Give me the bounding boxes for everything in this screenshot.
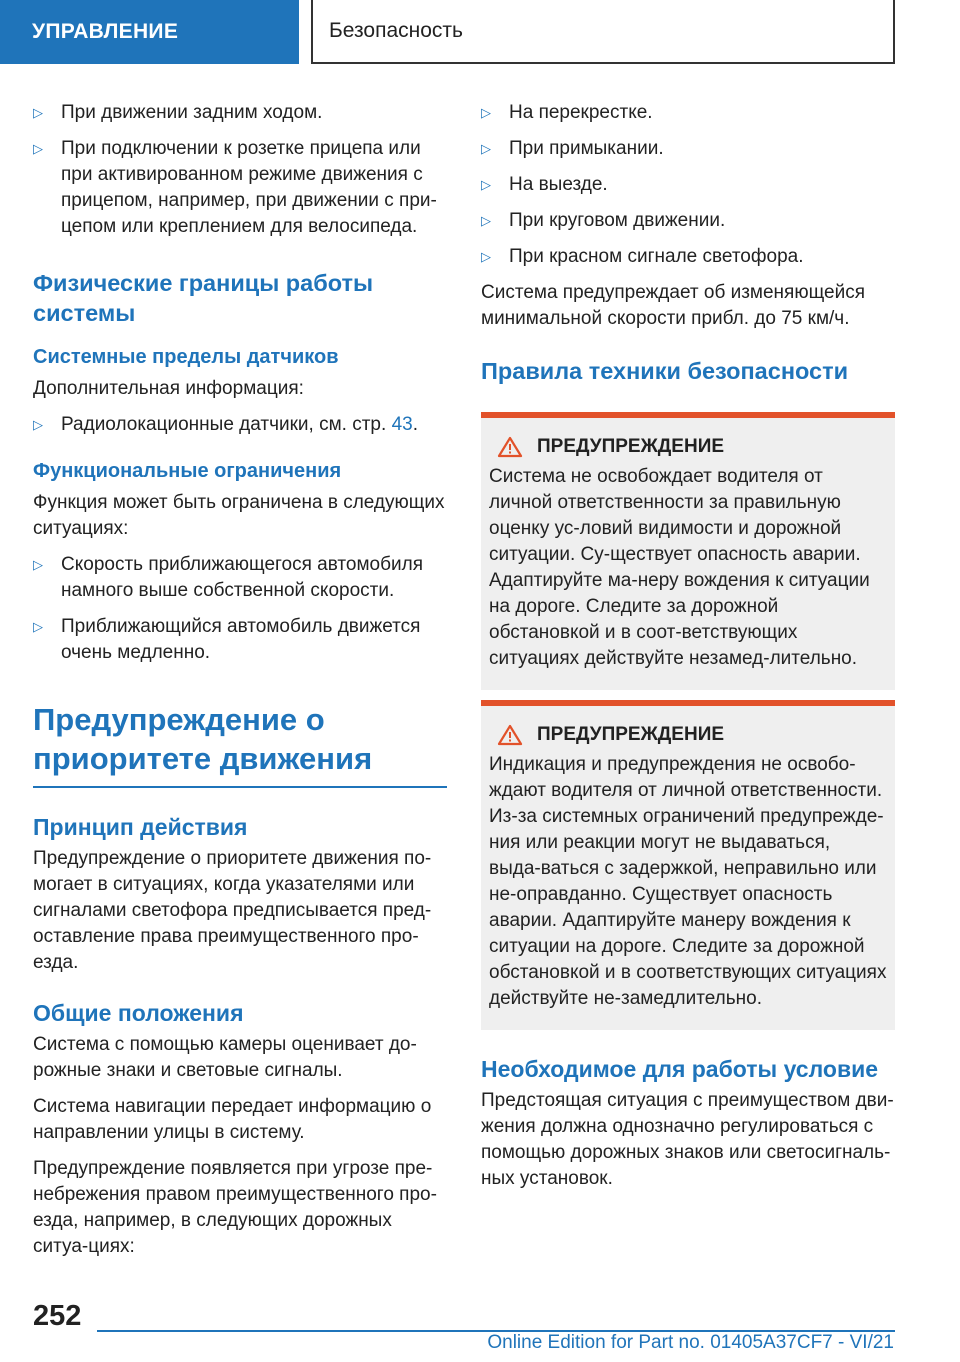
principle-text: Предупреждение о приоритете движения по-могает в ситуациях, когда указателями или сигналами светофора предписывается пред-оставление права преимущественного про-езда. [33,848,432,973]
warning-title: ПРЕДУПРЕЖДЕНИЕ [537,724,725,745]
warning-box-1 [481,412,895,690]
speed-text: Система предупреждает об изменяющейся минимальной скорости прибл. до 75 км/ч. [481,282,865,329]
triangle-right-icon: ▷ [481,213,491,228]
list-item: ▷ Приближающийся автомобиль движется очень медленно. [33,616,421,663]
heading-general: Общие положения [33,1000,244,1026]
heading-safety: Правила техники безопасности [481,358,849,384]
list-item: ▷ При красном сигнале светофора. [481,244,895,270]
list-item: ▷ Радиолокационные датчики, см. стр. 43. [33,412,447,438]
conditions-text: Предстоящая ситуация с преимуществом дви-жения должна однозначно регулироваться с помощью дорожных знаков или светосигналь-ных установок. [481,1090,894,1189]
heading-physical-limits: Физические границы работы системы [33,270,374,326]
list-item: ▷ На перекрестке. [481,100,895,126]
page-title: Безопасность [311,0,895,64]
general-text-3: Предупреждение появляется при угрозе пре-небрежения правом преимущественного про-езда, например, в следующих дорожных ситуа-циях: [33,1158,437,1257]
right-column [481,100,895,1202]
warning-text: Индикация и предупреждения не освобо-ждают водителя от личной ответственности. Из-за системных ограничений предупрежде-ния или реакции могут не выдаваться, выда-ваться с задержкой, неправильно или не-оправданно. Существует опасность аварии. Адаптируйте манеру вождения к ситуации на дороге. Следите за дорожной обстановкой и в соответствующих ситуациях действуйте не-замедлительно. [489,754,887,1009]
general-text-1: Система с помощью камеры оценивает до-рожные знаки и световые сигналы. [33,1034,417,1081]
heading-conditions: Необходимое для работы условие [481,1056,879,1082]
warning-title: ПРЕДУПРЕЖДЕНИЕ [537,436,725,457]
page-number: 252 [33,1300,82,1332]
warning-box-2 [481,700,895,1030]
list-item: ▷ При движении задним ходом. [33,100,447,126]
heading-sensor-limits: Системные пределы датчиков [33,346,339,368]
page-link[interactable]: 43 [391,414,413,435]
list-item: ▷ При примыкании. [481,136,895,162]
list-item: ▷ При круговом движении. [481,208,895,234]
heading-main: Предупреждение о приоритете движения [33,700,447,788]
heading-functional-limits: Функциональные ограничения [33,460,342,482]
triangle-right-icon: ▷ [33,417,43,432]
left-column [33,100,447,1270]
warning-text: Система не освобождает водителя от личной ответственности за правильную оценку ус-ловий видимости и дорожной ситуации. Су-ществует опасность аварии. Адаптируйте ма-неру вождения к ситуации на дороге. Следите за дорожной обстановкой и в соот-ветствующих ситуациях действуйте незамед-лительно. [489,466,870,669]
list-item: ▷ На выезде. [481,172,895,198]
list-item: ▷ Скорость приближающегося автомобиля намного выше собственной скорости. [33,554,423,601]
sensors-intro: Дополнительная информация: [33,378,304,399]
edition-text: Online Edition for Part no. 01405A37CF7 - VI/21 [487,1332,894,1353]
general-text-2: Система навигации передает информацию о направлении улицы в систему. [33,1096,432,1143]
triangle-right-icon: ▷ [481,141,491,156]
triangle-right-icon: ▷ [33,141,43,156]
triangle-right-icon: ▷ [33,619,43,634]
triangle-right-icon: ▷ [481,249,491,264]
warning-triangle-icon [497,724,523,746]
list-item: ▷ При подключении к розетке прицепа или при активированном режиме движения с прицепом, например, при движении с при-цепом или креплением для велосипеда. [33,138,437,237]
triangle-right-icon: ▷ [481,105,491,120]
warning-triangle-icon [497,436,523,458]
triangle-right-icon: ▷ [33,557,43,572]
func-intro: Функция может быть ограничена в следующих ситуациях: [33,492,445,539]
triangle-right-icon: ▷ [33,105,43,120]
triangle-right-icon: ▷ [481,177,491,192]
section-tab: УПРАВЛЕНИЕ [0,0,299,64]
heading-principle: Принцип действия [33,814,248,840]
